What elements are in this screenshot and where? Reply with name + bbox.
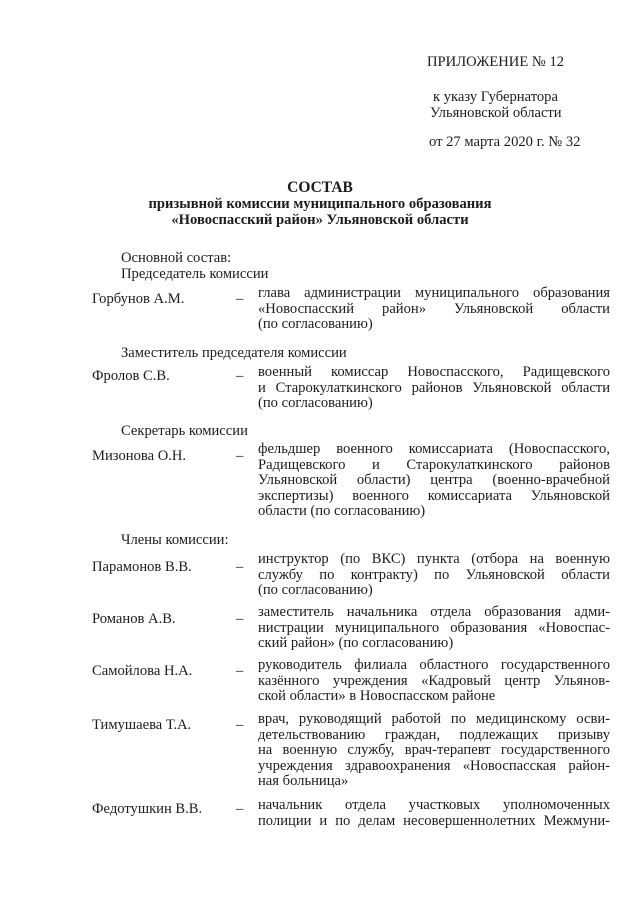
section-members: Члены комиссии: — [121, 532, 229, 548]
dash-separator: – — [236, 801, 244, 817]
decree-date: от 27 марта 2020 г. № 32 — [429, 134, 581, 150]
dash-separator: – — [236, 717, 244, 733]
dash-separator: – — [236, 559, 244, 575]
person-position: фельдшер военного комиссариата (Новоспасского, Радищевского и Старокулаткинского районов Ульяновской области) центра (военно-врачебной экспертизы) военного комиссариата Ульяновской области (по согласованию) — [258, 441, 610, 520]
person-name: Самойлова Н.А. — [92, 663, 193, 679]
person-name: Горбунов А.М. — [92, 291, 185, 307]
dash-separator: – — [236, 291, 244, 307]
section-secretary: Секретарь комиссии — [121, 423, 248, 439]
appendix-number: ПРИЛОЖЕНИЕ № 12 — [427, 54, 565, 70]
document-subtitle-line1: призывной комиссии муниципального образования — [148, 196, 492, 212]
decree-reference-line1: к указу Губернатора — [433, 89, 558, 105]
section-deputy-chairman: Заместитель председателя комиссии — [121, 345, 347, 361]
dash-separator: – — [236, 663, 244, 679]
person-position: военный комиссар Новоспасского, Радищевского и Старокулаткинского районов Ульяновской области (по согласованию) — [258, 364, 610, 412]
person-position: руководитель филиала областного государственного казённого учреждения «Кадровый центр Ульянов- ской области» в Новоспасском районе — [258, 657, 610, 705]
dash-separator: – — [236, 368, 244, 384]
dash-separator: – — [236, 611, 244, 627]
person-name: Федотушкин В.В. — [92, 801, 203, 817]
person-name: Тимушаева Т.А. — [92, 717, 192, 733]
document-title: СОСТАВ — [287, 179, 353, 196]
person-position: инструктор (по ВКС) пункта (отбора на военную службу по контракту) по Ульяновской области (по согласованию) — [258, 551, 610, 599]
person-name: Мизонова О.Н. — [92, 448, 187, 464]
section-main-composition: Основной состав: — [121, 250, 232, 266]
person-name: Фролов С.В. — [92, 368, 170, 384]
person-position: заместитель начальника отдела образования адми- нистрации муниципального образования «Новоспас- ский район» (по согласованию) — [258, 604, 610, 652]
decree-reference-line2: Ульяновской области — [430, 105, 562, 121]
person-name: Парамонов В.В. — [92, 559, 192, 575]
document-subtitle-line2: «Новоспасский район» Ульяновской области — [171, 212, 469, 228]
person-name: Романов А.В. — [92, 611, 176, 627]
person-position: глава администрации муниципального образования «Новоспасский район» Ульяновской области (по согласованию) — [258, 285, 610, 333]
person-position: начальник отдела участковых уполномоченных полиции и по делам несовершеннолетних Межмуни- — [258, 797, 610, 829]
dash-separator: – — [236, 448, 244, 464]
section-chairman: Председатель комиссии — [121, 266, 269, 282]
person-position: врач, руководящий работой по медицинскому осви- детельствованию граждан, подлежащих призыву на военную службу, врач-терапевт государственного учреждения здравоохранения «Новоспасская район- ная больница» — [258, 711, 610, 790]
